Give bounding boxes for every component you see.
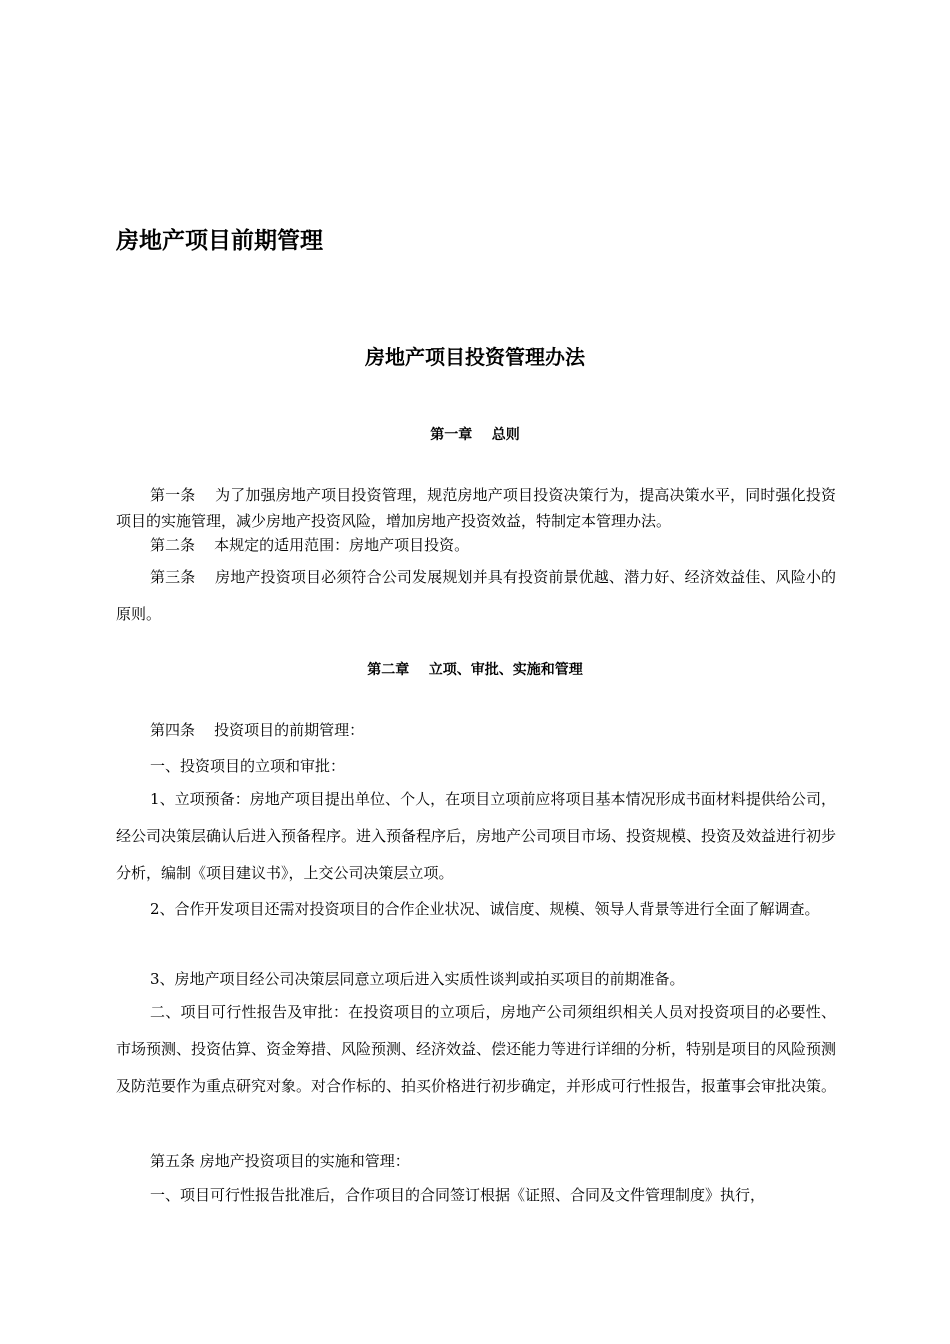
article-5-paragraph: 第五条 房地产投资项目的实施和管理： (150, 1152, 410, 1170)
document-title: 房地产项目前期管理 (116, 228, 323, 254)
item-1-2-paragraph: 2、合作开发项目还需对投资项目的合作企业状况、诚信度、规模、领导人背景等进行全面了解调查。 (150, 900, 820, 918)
article-2-paragraph: 第二条 本规定的适用范围：房地产项目投资。 (150, 536, 470, 554)
article-3-paragraph: 第三条 房地产投资项目必须符合公司发展规划并具有投资前景优越、潜力好、经济效益佳、风险小的原则。 (116, 568, 836, 623)
article-4-paragraph: 第四条 投资项目的前期管理： (150, 721, 365, 739)
section-2-paragraph: 二、项目可行性报告及审批：在投资项目的立项后，房地产公司须组织相关人员对投资项目的必要性、市场预测、投资估算、资金筹措、风险预测、经济效益、偿还能力等进行详细的分析，特别是项目的风险预测及防范要作为重点研究对象。对合作标的、拍买价格进行初步确定，并形成可行性报告，报董事会审批决策。 (116, 1003, 837, 1095)
item-1-3-paragraph: 3、房地产项目经公司决策层同意立项后进入实质性谈判或拍买项目的前期准备。 (150, 970, 685, 988)
section-3-paragraph: 一、项目可行性报告批准后，合作项目的合同签订根据《证照、合同及文件管理制度》执行， (150, 1186, 766, 1204)
chapter-2-heading: 第二章 立项、审批、实施和管理 (367, 662, 583, 678)
document-subtitle: 房地产项目投资管理办法 (365, 345, 585, 369)
article-1-paragraph: 第一条 为了加强房地产项目投资管理，规范房地产项目投资决策行为，提高决策水平，同时强化投资项目的实施管理，减少房地产投资风险，增加房地产投资效益，特制定本管理办法。 (116, 486, 836, 530)
section-1-heading: 一、投资项目的立项和审批： (150, 757, 346, 775)
chapter-1-heading: 第一章 总则 (430, 427, 520, 443)
item-1-1-paragraph: 1、立项预备：房地产项目提出单位、个人，在项目立项前应将项目基本情况形成书面材料提供给公司，经公司决策层确认后进入预备程序。进入预备程序后，房地产公司项目市场、投资规模、投资及效益进行初步分析，编制《项目建议书》，上交公司决策层立项。 (116, 790, 837, 882)
